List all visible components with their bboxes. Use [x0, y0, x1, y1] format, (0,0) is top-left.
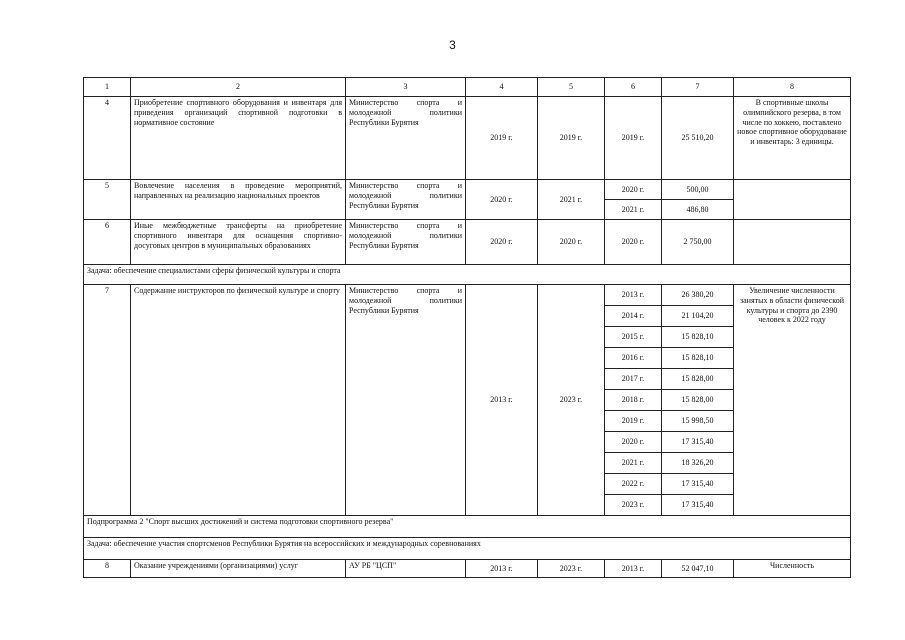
funding-year: 2023 г.	[605, 495, 662, 516]
funding-amount: 15 828,00	[662, 390, 734, 411]
measure-name: Вовлечение населения в проведение мероприятий, направленных на реализацию национальных проектов	[131, 180, 346, 220]
table-row	[84, 285, 851, 306]
executor: Министерство спорта и молодежной политики Республики Бурятия	[346, 220, 466, 265]
column-header: 1	[84, 78, 131, 97]
funding-amount: 15 828,00	[662, 369, 734, 390]
funding-amount: 21 104,20	[662, 306, 734, 327]
expected-result: Увеличение численности занятых в области физической культуры и спорта до 2390 человек к 2022 году	[734, 285, 851, 516]
funding-amount: 486,80	[662, 200, 734, 220]
executor: Министерство спорта и молодежной политики Республики Бурятия	[346, 180, 466, 220]
column-header: 2	[131, 78, 346, 97]
executor: Министерство спорта и молодежной политики Республики Бурятия	[346, 285, 466, 516]
expected-result: В спортивные школы олимпийского резерва, в том числе по хоккею, поставлено новое спортивное оборудование и инвентарь: 3 единицы.	[734, 97, 851, 180]
start-year: 2013 г.	[466, 285, 538, 516]
funding-year: 2013 г.	[605, 285, 662, 306]
row-number: 6	[84, 220, 131, 265]
funding-amount: 18 326,20	[662, 453, 734, 474]
measure-name: Приобретение спортивного оборудования и инвентаря для приведения организаций спортивной подготовки в нормативное состояние	[131, 97, 346, 180]
row-number: 4	[84, 97, 131, 180]
task-heading: Задача: обеспечение специалистами сферы физической культуры и спорта	[84, 265, 851, 285]
column-number-row	[84, 78, 851, 97]
funding-year: 2020 г.	[605, 432, 662, 453]
measure-name: Иные межбюджетные трансферты на приобретение спортивного инвентаря для оснащения спортивно-досуговых центров в муниципальных образованиях	[131, 220, 346, 265]
table-row	[84, 560, 851, 578]
end-year: 2023 г.	[538, 560, 605, 578]
table-row	[84, 180, 851, 200]
row-number: 8	[84, 560, 131, 578]
funding-amount: 26 380,20	[662, 285, 734, 306]
funding-year: 2020 г.	[605, 220, 662, 265]
executor: АУ РБ "ЦСП"	[346, 560, 466, 578]
subprogram-heading: Подпрограмма 2 "Спорт высших достижений и система подготовки спортивного резерва"	[84, 516, 851, 538]
funding-year: 2016 г.	[605, 348, 662, 369]
funding-amount: 25 510,20	[662, 97, 734, 180]
funding-amount: 15 828,10	[662, 348, 734, 369]
funding-year: 2022 г.	[605, 474, 662, 495]
funding-amount: 17 315,40	[662, 432, 734, 453]
column-header: 8	[734, 78, 851, 97]
funding-year: 2014 г.	[605, 306, 662, 327]
start-year: 2019 г.	[466, 97, 538, 180]
start-year: 2013 г.	[466, 560, 538, 578]
page-number: 3	[449, 38, 456, 52]
funding-amount: 2 750,00	[662, 220, 734, 265]
expected-result: Численность	[734, 560, 851, 578]
task-heading: Задача: обеспечение участия спортсменов Республики Бурятия на всероссийских и международных соревнованиях	[84, 538, 851, 560]
row-number: 5	[84, 180, 131, 220]
expected-result	[734, 180, 851, 220]
end-year: 2023 г.	[538, 285, 605, 516]
row-number: 7	[84, 285, 131, 516]
funding-amount: 15 828,10	[662, 327, 734, 348]
task-row	[84, 265, 851, 285]
funding-year: 2017 г.	[605, 369, 662, 390]
start-year: 2020 г.	[466, 220, 538, 265]
start-year: 2020 г.	[466, 180, 538, 220]
executor: Министерство спорта и молодежной политики Республики Бурятия	[346, 97, 466, 180]
table-row	[84, 97, 851, 180]
funding-year: 2015 г.	[605, 327, 662, 348]
funding-year: 2019 г.	[605, 97, 662, 180]
funding-year: 2019 г.	[605, 411, 662, 432]
measure-name: Содержание инструкторов по физической культуре и спорту	[131, 285, 346, 516]
funding-year: 2013 г.	[605, 560, 662, 578]
column-header: 6	[605, 78, 662, 97]
table-row	[84, 220, 851, 265]
column-header: 7	[662, 78, 734, 97]
column-header: 5	[538, 78, 605, 97]
column-header: 4	[466, 78, 538, 97]
funding-year: 2021 г.	[605, 200, 662, 220]
funding-amount: 17 315,40	[662, 495, 734, 516]
column-header: 3	[346, 78, 466, 97]
funding-amount: 15 998,50	[662, 411, 734, 432]
measure-name: Оказание учреждениями (организациями) услуг	[131, 560, 346, 578]
end-year: 2020 г.	[538, 220, 605, 265]
funding-amount: 52 047,10	[662, 560, 734, 578]
subprogram-row	[84, 516, 851, 538]
task-row	[84, 538, 851, 560]
funding-year: 2021 г.	[605, 453, 662, 474]
funding-year: 2018 г.	[605, 390, 662, 411]
funding-amount: 500,00	[662, 180, 734, 200]
funding-year: 2020 г.	[605, 180, 662, 200]
end-year: 2021 г.	[538, 180, 605, 220]
funding-amount: 17 315,40	[662, 474, 734, 495]
expected-result	[734, 220, 851, 265]
end-year: 2019 г.	[538, 97, 605, 180]
program-measures-table	[83, 77, 851, 578]
